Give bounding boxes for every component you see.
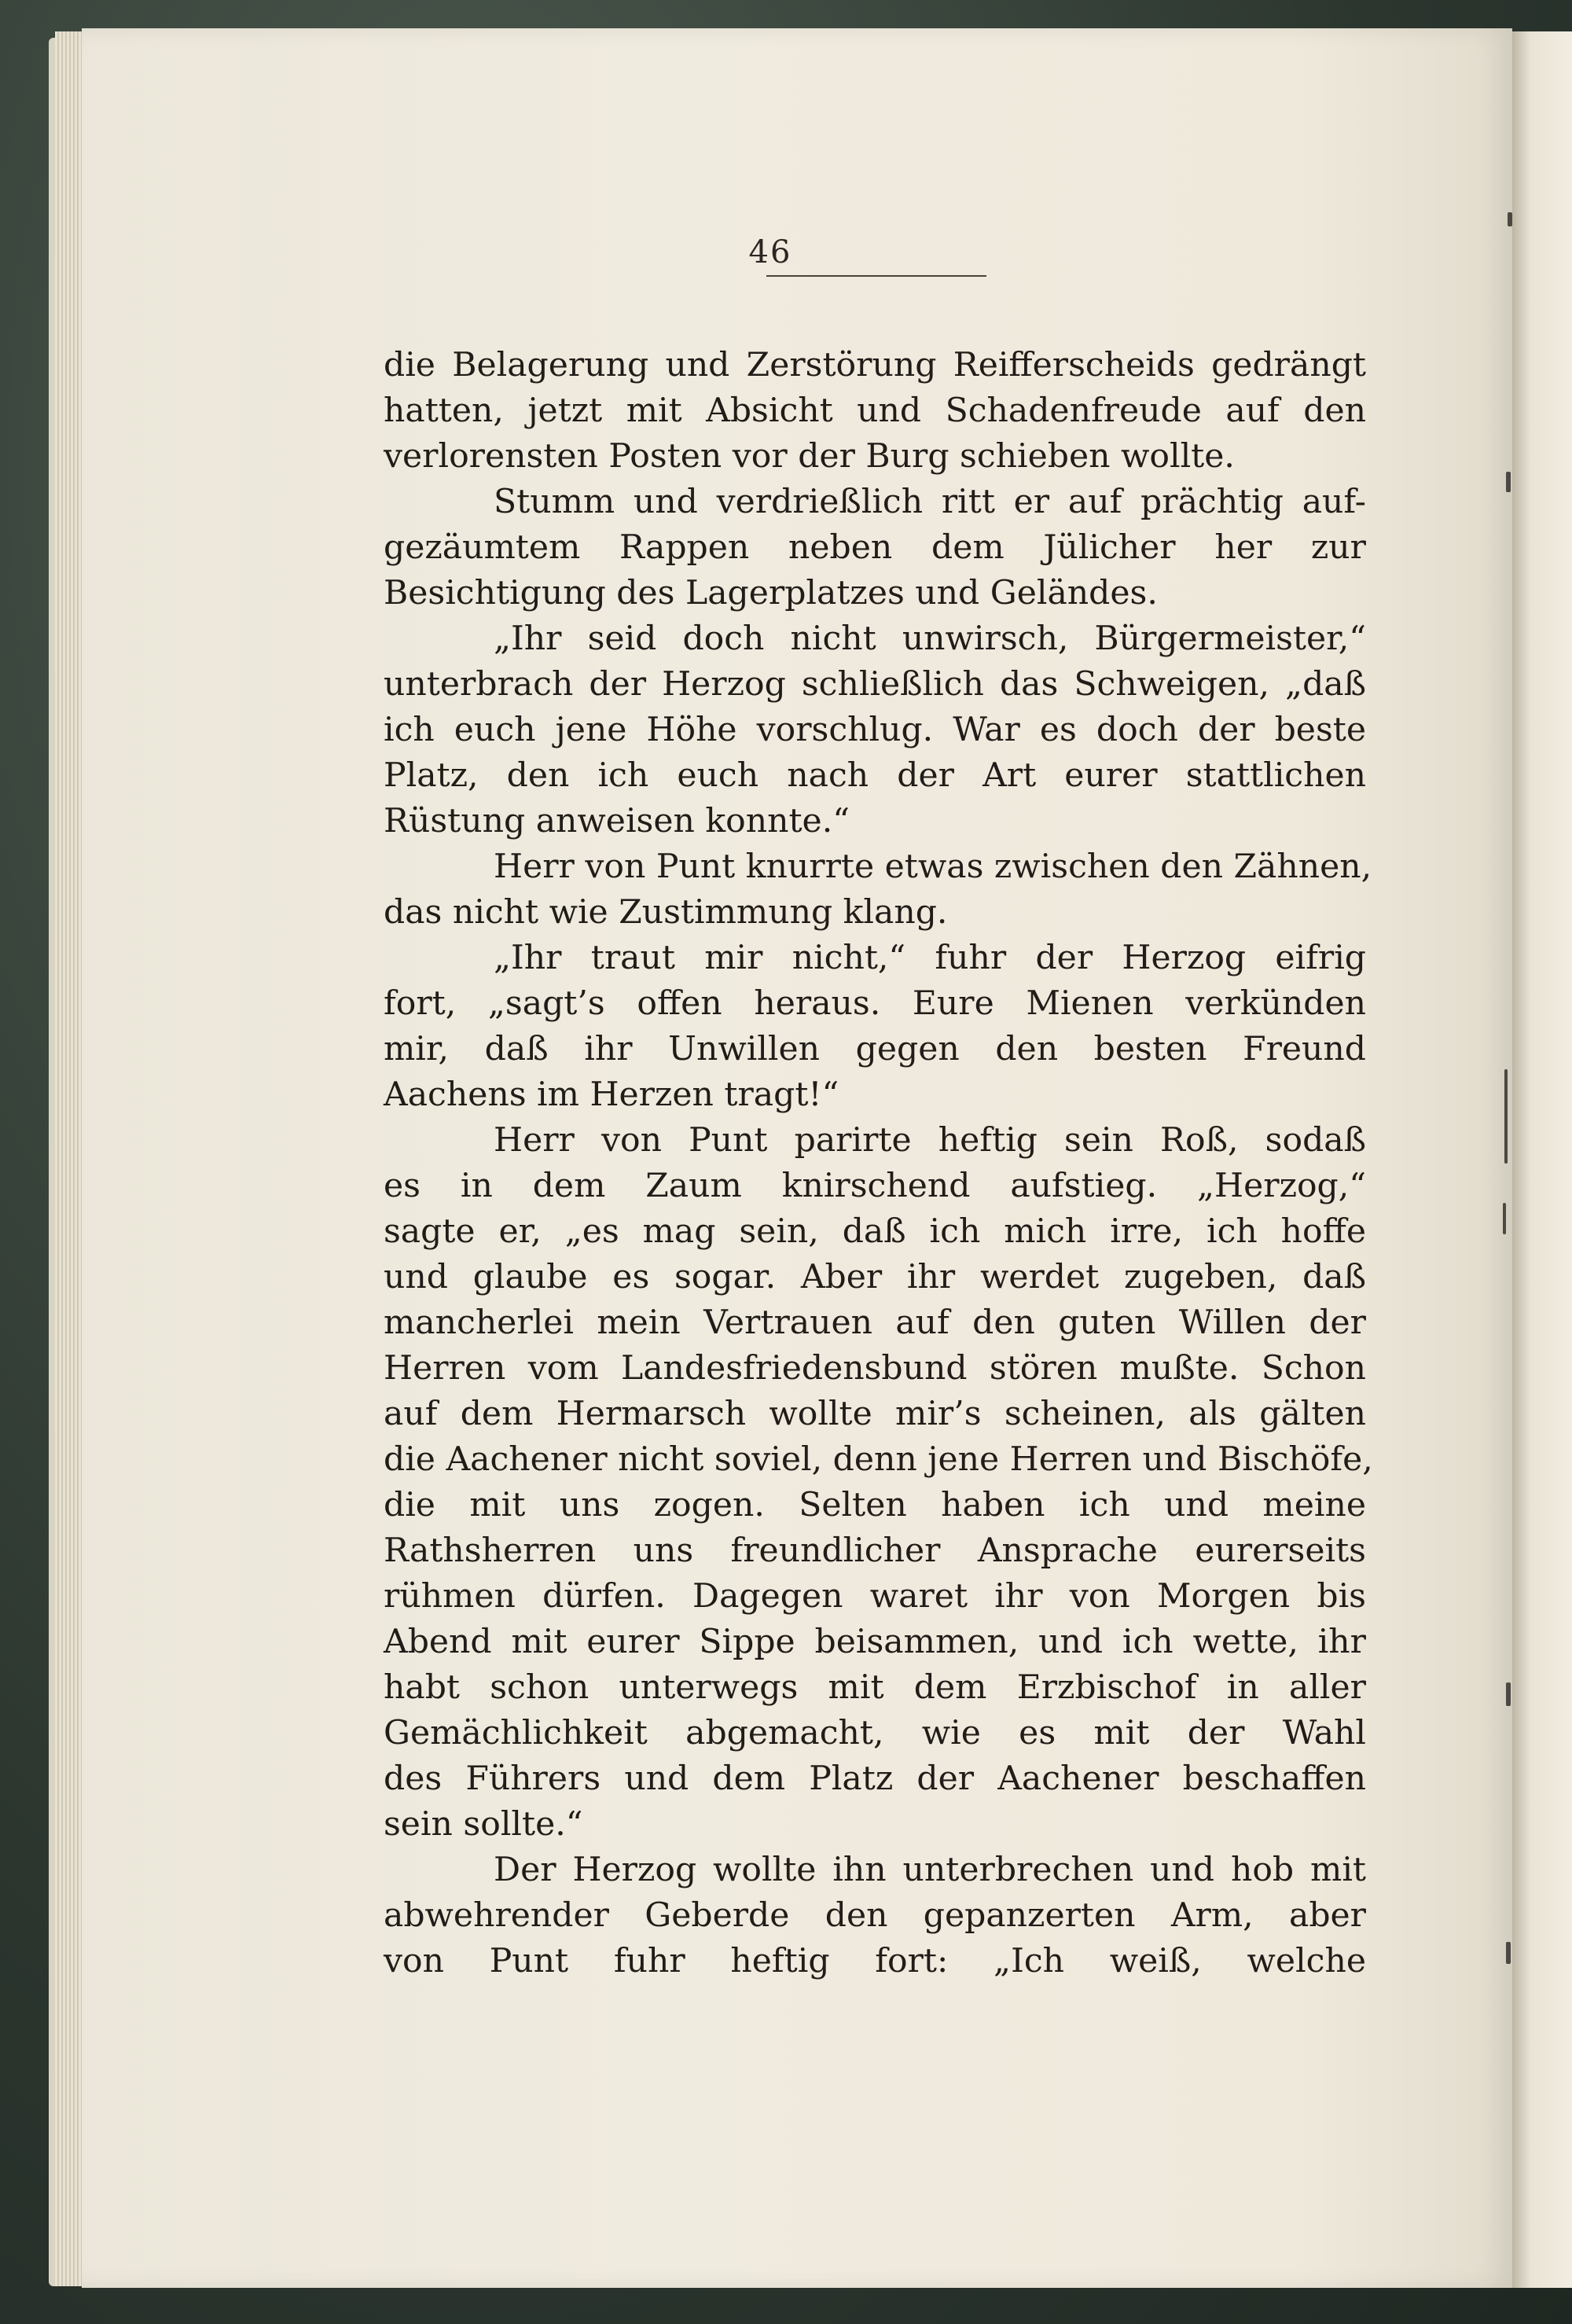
text-line: verlorensten Posten vor der Burg schieben wollte. xyxy=(384,437,1235,476)
text-line: Herren vom Landesfriedensbund stören mußte. Schon xyxy=(384,1349,1366,1388)
text-line: habt schon unterwegs mit dem Erzbischof in aller xyxy=(384,1668,1366,1707)
text-line: Stumm und verdrießlich ritt er auf prächtig auf- xyxy=(494,483,1366,521)
text-line: des Führers und dem Platz der Aachener beschaffen xyxy=(384,1760,1366,1798)
text-line: Aachens im Herzen tragt!“ xyxy=(384,1076,839,1114)
text-line: Herr von Punt parirte heftig sein Roß, sodaß xyxy=(494,1121,1366,1160)
margin-ink-mark xyxy=(1508,212,1512,226)
margin-ink-mark xyxy=(1504,1069,1508,1164)
text-line: die Belagerung und Zerstörung Reifferscheids gedrängt xyxy=(384,346,1366,384)
margin-ink-mark xyxy=(1503,1203,1506,1234)
text-line: Rüstung anweisen konnte.“ xyxy=(384,802,850,840)
text-line: die Aachener nicht soviel, denn jene Herren und Bischöfe, xyxy=(384,1440,1373,1479)
text-line: mancherlei mein Vertrauen auf den guten Willen der xyxy=(384,1304,1366,1342)
page-number: 46 xyxy=(748,234,792,270)
text-line: das nicht wie Zustimmung klang. xyxy=(384,893,948,932)
text-line: Platz, den ich euch nach der Art eurer stattlichen xyxy=(384,756,1366,795)
text-line: „Ihr seid doch nicht unwirsch, Bürgermeister,“ xyxy=(494,620,1366,658)
text-line: Abend mit eurer Sippe beisammen, und ich wette, ihr xyxy=(384,1623,1366,1661)
text-line: Gemächlichkeit abgemacht, wie es mit der Wahl xyxy=(384,1714,1366,1752)
header-rule xyxy=(766,275,986,277)
text-line: gezäumtem Rappen neben dem Jülicher her zur xyxy=(384,528,1366,567)
text-line: rühmen dürfen. Dagegen waret ihr von Morgen bis xyxy=(384,1577,1366,1616)
margin-ink-mark xyxy=(1506,472,1511,492)
text-line: auf dem Hermarsch wollte mir’s scheinen, als gälten xyxy=(384,1395,1366,1433)
text-line: ich euch jene Höhe vorschlug. War es doch der beste xyxy=(384,711,1366,749)
text-line: hatten, jetzt mit Absicht und Schadenfreude auf den xyxy=(384,392,1366,430)
text-line: fort, „sagt’s offen heraus. Eure Mienen verkünden xyxy=(384,984,1366,1023)
text-line: die mit uns zogen. Selten haben ich und meine xyxy=(384,1486,1366,1524)
text-line: „Ihr traut mir nicht,“ fuhr der Herzog eifrig xyxy=(494,939,1366,977)
text-line: Rathsherren uns freundlicher Ansprache eurerseits xyxy=(384,1532,1366,1570)
book-gutter xyxy=(1512,31,1572,2288)
text-line: Der Herzog wollte ihn unterbrechen und hob mit xyxy=(494,1851,1366,1889)
text-line: und glaube es sogar. Aber ihr werdet zugeben, daß xyxy=(384,1258,1366,1296)
text-line: abwehrender Geberde den gepanzerten Arm, aber xyxy=(384,1896,1366,1935)
margin-ink-mark xyxy=(1506,1942,1511,1964)
text-line: Herr von Punt knurrte etwas zwischen den Zähnen, xyxy=(494,848,1372,886)
text-line: sein sollte.“ xyxy=(384,1805,583,1844)
text-line: sagte er, „es mag sein, daß ich mich irre, ich hoffe xyxy=(384,1212,1366,1251)
margin-ink-mark xyxy=(1506,1682,1511,1706)
text-line: unterbrach der Herzog schließlich das Schweigen, „daß xyxy=(384,665,1366,704)
text-line: von Punt fuhr heftig fort: „Ich weiß, welche xyxy=(384,1942,1366,1980)
text-line: es in dem Zaum knirschend aufstieg. „Herzog,“ xyxy=(384,1167,1366,1205)
text-line: mir, daß ihr Unwillen gegen den besten Freund xyxy=(384,1030,1366,1068)
text-line: Besichtigung des Lagerplatzes und Geländes. xyxy=(384,574,1158,612)
body-text xyxy=(384,343,1373,1984)
